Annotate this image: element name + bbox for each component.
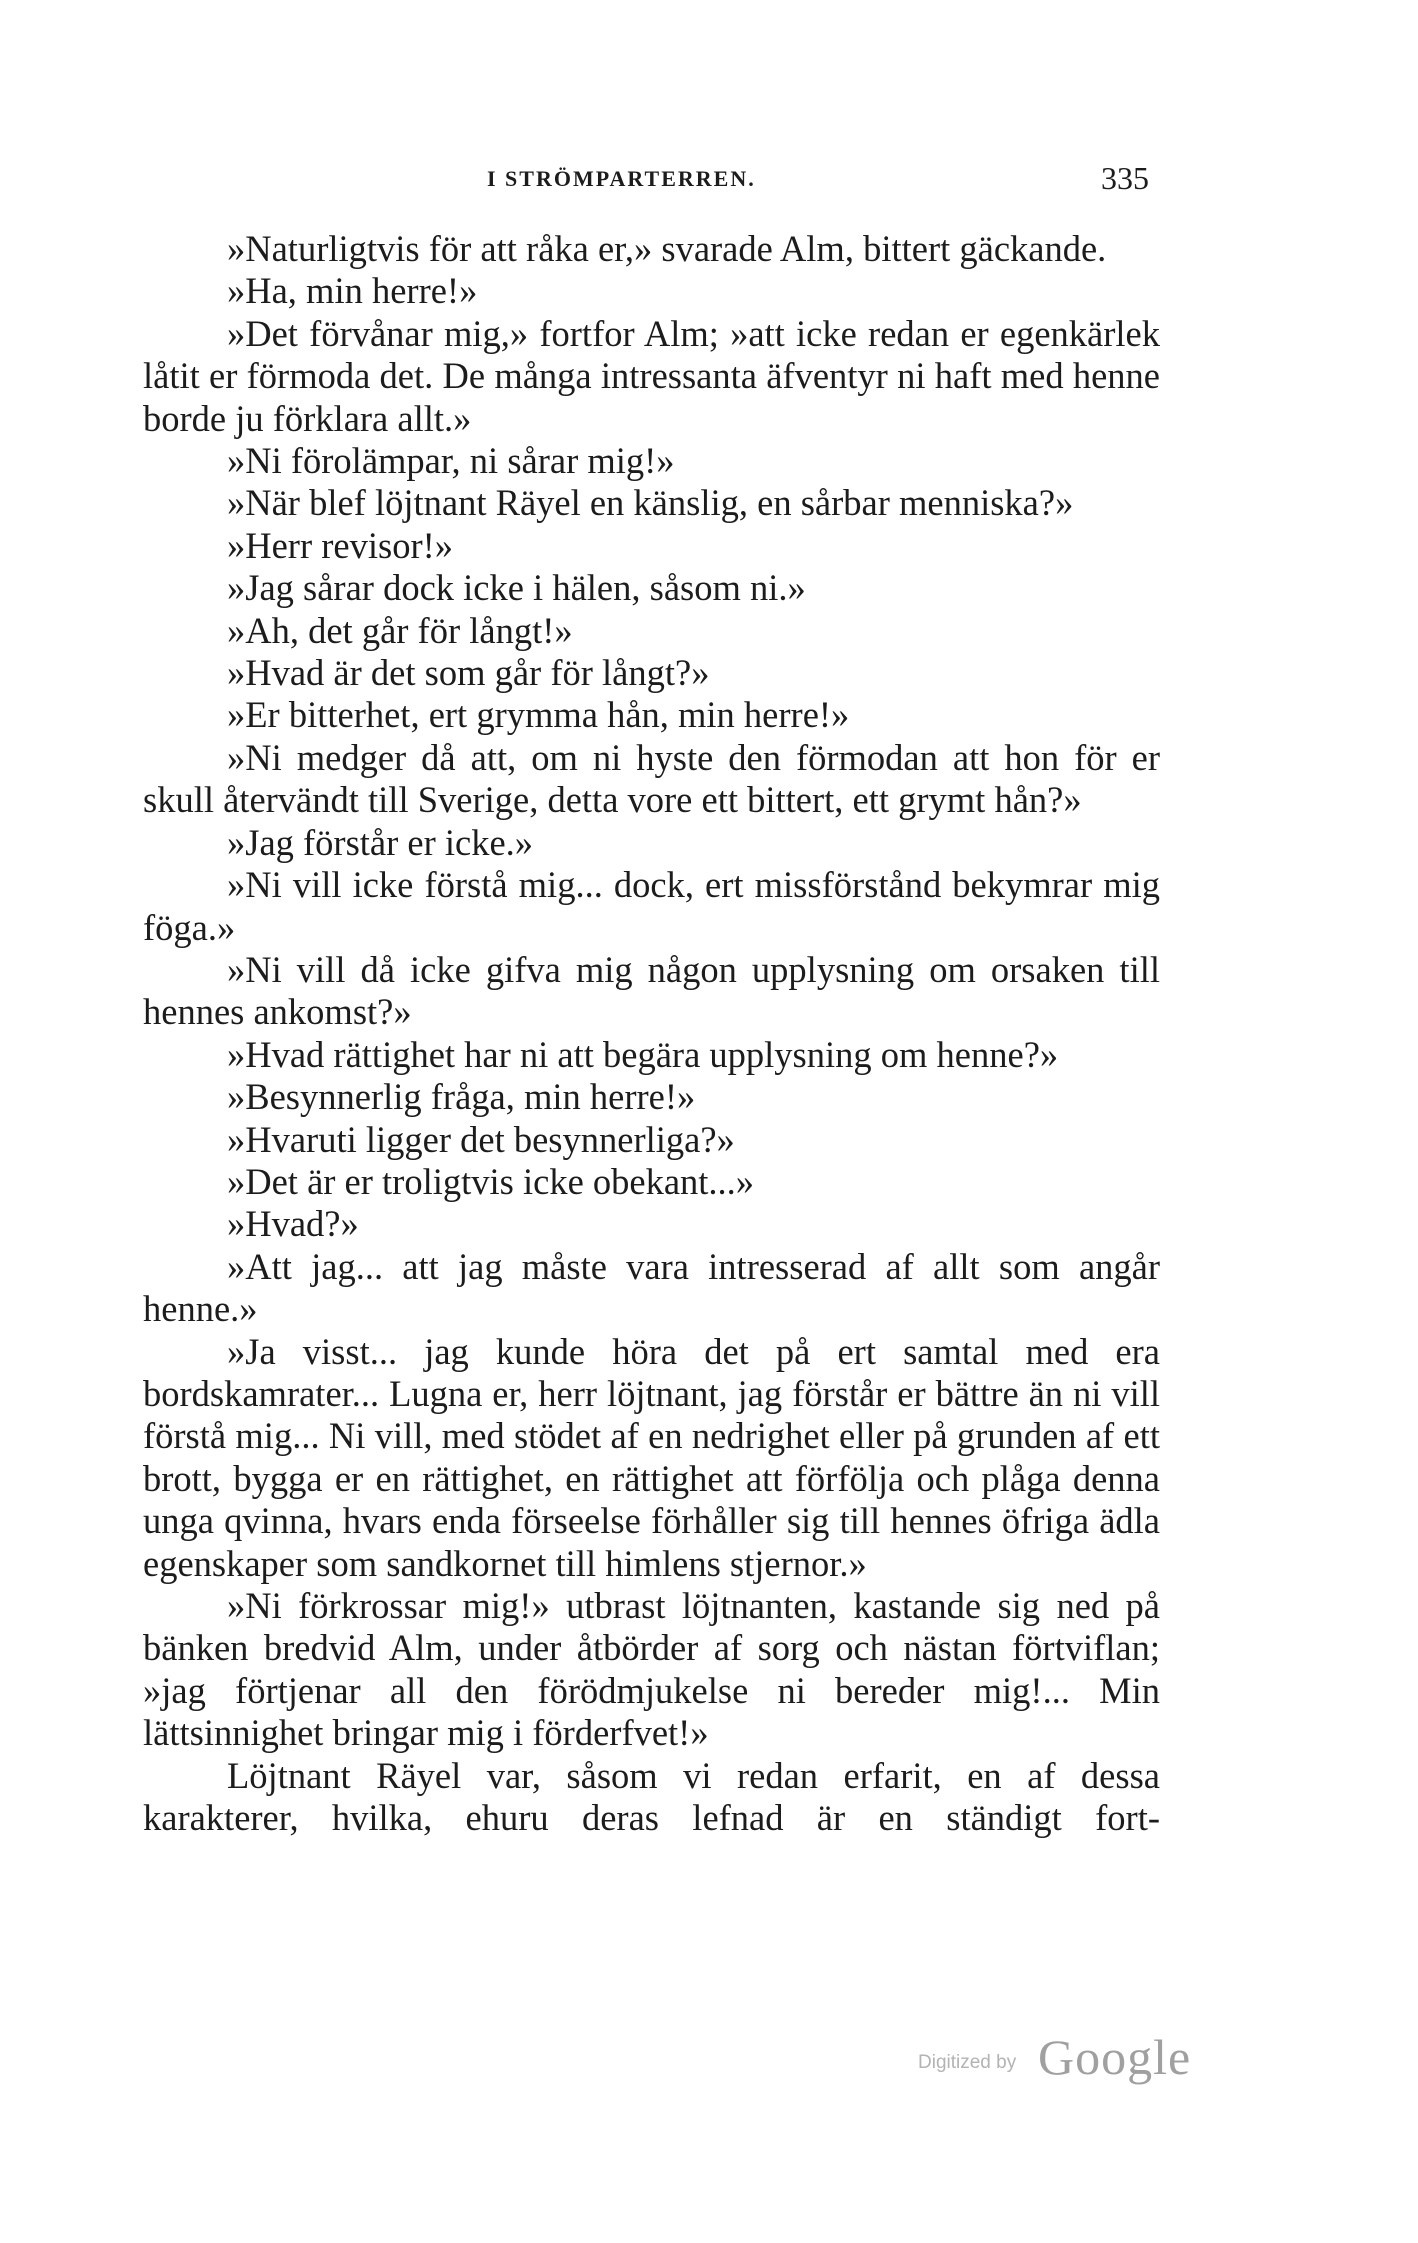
paragraph: »Naturligtvis för att råka er,» svarade Alm, bittert gäckande.	[227, 228, 1107, 269]
paragraph: »Ha, min herre!»	[227, 270, 478, 312]
paragraph: »Ah, det går för långt!»	[227, 609, 573, 651]
paragraph: »Jag förstår er icke.»	[227, 821, 534, 863]
paragraph: »Hvaruti ligger det besynnerliga?»	[227, 1118, 735, 1160]
page-number: 335	[1101, 160, 1149, 196]
watermark-caption: Digitized by	[918, 2052, 1017, 2073]
paragraph: »Ni vill då icke gifva mig någon upplysning om orsaken till hennes ankomst?»	[143, 948, 1160, 1033]
paragraph: »När blef löjtnant Räyel en känslig, en sårbar menniska?»	[227, 482, 1074, 524]
paragraph: »Ni förkrossar mig!» utbrast löjtnanten, kastande sig ned på bänken bredvid Alm, under åtbörder af sorg och nästan förtviflan; »jag förtjenar all den förödmjukelse ni bereder mig!... Min lättsinnighet bringar mig i förderfvet!»	[143, 1585, 1160, 1754]
paragraph: »Hvad rättighet har ni att begära upplysning om henne?»	[227, 1033, 1059, 1075]
paragraph: »Ja visst... jag kunde höra det på ert samtal med era bordskamrater... Lugna er, herr löjtnant, jag förstår er bättre än ni vill förstå mig... Ni vill, med stödet af en nedrighet eller på grunden af ett brott, bygga er en rättighet, en rättighet att förfölja och plåga denna unga qvinna, hvars enda förseelse förhåller sig till hennes öfriga ädla egenskaper som sandkornet till himlens stjernor.»	[143, 1330, 1160, 1584]
paragraph: »Ni vill icke förstå mig... dock, ert missförstånd bekymrar mig föga.»	[143, 864, 1160, 948]
paragraph: »Att jag... att jag måste vara intresserad af allt som angår henne.»	[143, 1245, 1160, 1330]
paragraph: »Herr revisor!»	[227, 524, 454, 566]
paragraph: »Ni medger då att, om ni hyste den förmodan att hon för er skull återvändt till Sverige, detta vore ett bittert, ett grymt hån?»	[143, 736, 1160, 821]
paragraph: »Det är er troligtvis icke obekant...»	[227, 1160, 755, 1202]
paragraph: »Er bitterhet, ert grymma hån, min herre!»	[227, 694, 850, 736]
google-logo: Google	[1038, 2029, 1192, 2085]
paragraph: »Besynnerlig fråga, min herre!»	[227, 1076, 696, 1118]
paragraph: »Hvad är det som går för långt?»	[227, 652, 710, 694]
paragraph: »Det förvånar mig,» fortfor Alm; »att icke redan er egenkärlek låtit er förmoda det. De många intressanta äfventyr ni haft med henne borde ju förklara allt.»	[143, 312, 1160, 439]
paragraph: »Jag sårar dock icke i hälen, såsom ni.»	[227, 567, 806, 609]
paragraph: »Ni förolämpar, ni sårar mig!»	[227, 440, 675, 482]
page-header	[0, 160, 1418, 200]
paragraph: »Hvad?»	[227, 1203, 359, 1245]
digitized-watermark	[918, 2028, 1218, 2088]
running-title: I STRÖMPARTERREN.	[487, 166, 756, 191]
paragraph: Löjtnant Räyel var, såsom vi redan erfarit, en af dessa karakterer, hvilka, ehuru deras lefnad är en ständigt fort-	[143, 1754, 1160, 1839]
body-text	[143, 228, 1160, 1839]
